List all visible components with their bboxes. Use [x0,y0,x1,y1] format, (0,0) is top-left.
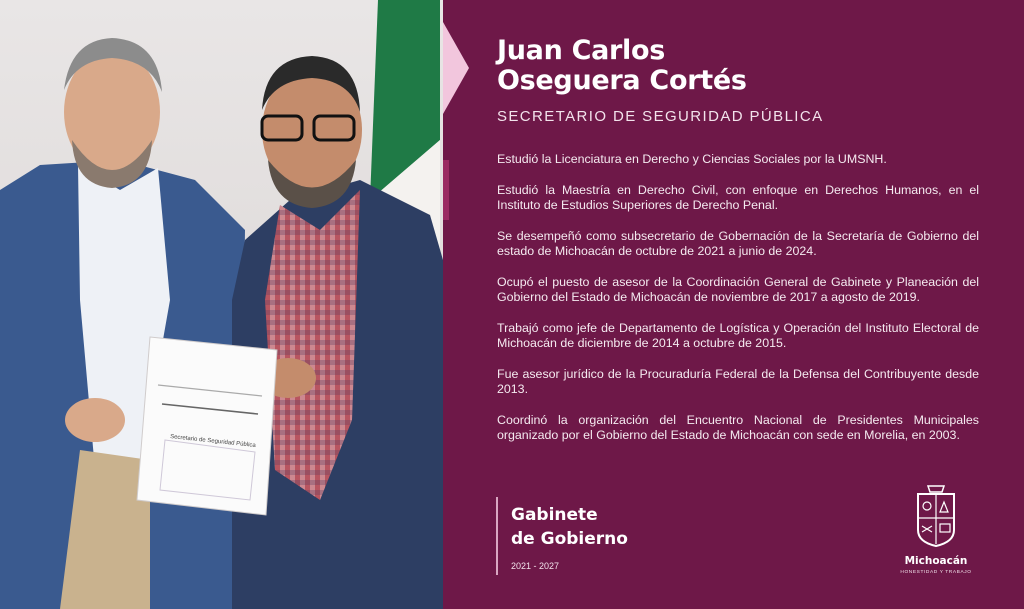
michoacan-logo [896,480,976,580]
man-left [0,38,245,609]
appointment-certificate [137,337,277,515]
bio-paragraph: Estudió la Licenciatura en Derecho y Ciencias Sociales por la UMSNH. [497,152,887,166]
certificate-title: Secretario de Seguridad Pública [169,434,257,449]
name-line-1: Juan Carlos [497,35,666,66]
arrow-accent [443,22,469,114]
bio-paragraph: Ocupó el puesto de asesor de la Coordinación General de Gabinete y Planeación del Gobierno del Estado de Michoacán de noviembre de 2017 a agosto de 2019. [497,275,979,304]
arrow-band [443,160,449,220]
cabinet-line-1: Gabinete [511,505,598,525]
biography [497,152,979,459]
footer-divider [496,497,498,575]
bio-paragraph: Fue asesor jurídico de la Procuraduría Federal de la Defensa del Contribuyente desde 2013. [497,367,979,396]
bio-paragraph: Estudió la Maestría en Derecho Civil, con enfoque en Derechos Humanos, en el Instituto de Estudios Superiores de Derecho Penal. [497,183,979,212]
profile-photo [0,0,443,609]
bio-paragraph: Se desempeñó como subsecretario de Gobernación de la Secretaría de Gobierno del estado de Michoacán de octubre de 2021 a junio de 2024. [497,229,979,258]
cabinet-title [511,503,628,551]
bio-paragraph: Trabajó como jefe de Departamento de Logística y Operación del Instituto Electoral de Michoacán de diciembre de 2014 a octubre de 2015. [497,321,979,350]
position-title: SECRETARIO DE SEGURIDAD PÚBLICA [497,108,824,125]
bio-paragraph: Coordinó la organización del Encuentro Nacional de Presidentes Municipales organizado por el Gobierno del Estado de Michoacán con sede en Morelia, en 2003. [497,413,979,442]
name-line-2: Oseguera Cortés [497,65,747,96]
logo-motto: HONESTIDAD Y TRABAJO [900,570,972,575]
coat-of-arms-icon [896,480,976,552]
photo-illustration [0,0,443,609]
term-years: 2021 - 2027 [511,561,560,571]
person-name [497,36,747,96]
logo-name: Michoacán [904,555,968,567]
cabinet-line-2: de Gobierno [511,529,628,549]
